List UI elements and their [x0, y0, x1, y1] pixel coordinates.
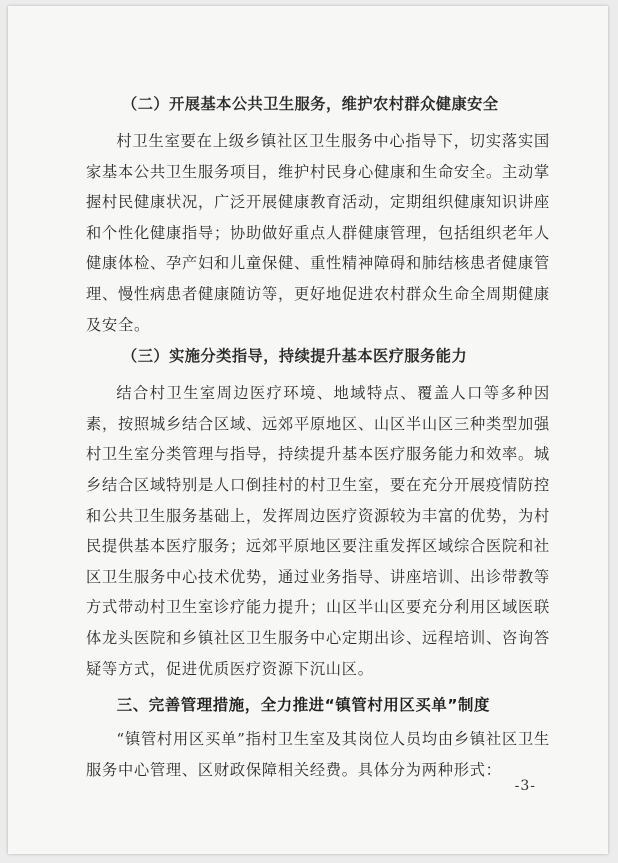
part-3-heading: 三、完善管理措施，全力推进“镇管村用区买单”制度: [116, 696, 491, 715]
document-content: [86, 92, 550, 785]
section-2-heading: （二）开展基本公共卫生服务，维护农村群众健康安全: [122, 95, 499, 113]
section-3-heading: （三）实施分类指导，持续提升基本医疗服务能力: [122, 347, 468, 366]
page-number: -3-: [514, 778, 536, 794]
document-page: [8, 6, 608, 854]
section-2-paragraph: 村卫生室要在上级乡镇社区卫生服务中心指导下，切实落实国家基本公共卫生服务项目，维护村民身心健康和生命安全。主动掌握村民健康状况，广泛开展健康教育活动，定期组织健康知识讲座和个性化健康指导；协助做好重点人群健康管理，包括组织老年人健康体检、孕产妇和儿童保健、重性精神障碍和肺结核患者健康管理、慢性病患者健康随访等，更好地促进农村群众生命全周期健康及安全。: [86, 132, 550, 334]
part-3-paragraph: “镇管村用区买单”指村卫生室及其岗位人员均由乡镇社区卫生服务中心管理、区财政保障相关经费。具体分为两种形式：: [86, 730, 550, 779]
section-3-paragraph: 结合村卫生室周边医疗环境、地域特点、覆盖人口等多种因素，按照城乡结合区域、远郊平原地区、山区半山区三种类型加强村卫生室分类管理与指导，持续提升基本医疗服务能力和效率。城乡结合区域特别是人口倒挂村的村卫生室，要在充分开展疫情防控和公共卫生服务基础上，发挥周边医疗资源较为丰富的优势，为村民提供基本医疗服务；远郊平原地区要注重发挥区域综合医院和社区卫生服务中心技术优势，通过业务指导、讲座培训、出诊带教等方式带动村卫生室诊疗能力提升；山区半山区要充分利用区域医联体龙头医院和乡镇社区卫生服务中心定期出诊、远程培训、咨询答疑等方式，促进优质医疗资源下沉山区。: [86, 384, 550, 678]
